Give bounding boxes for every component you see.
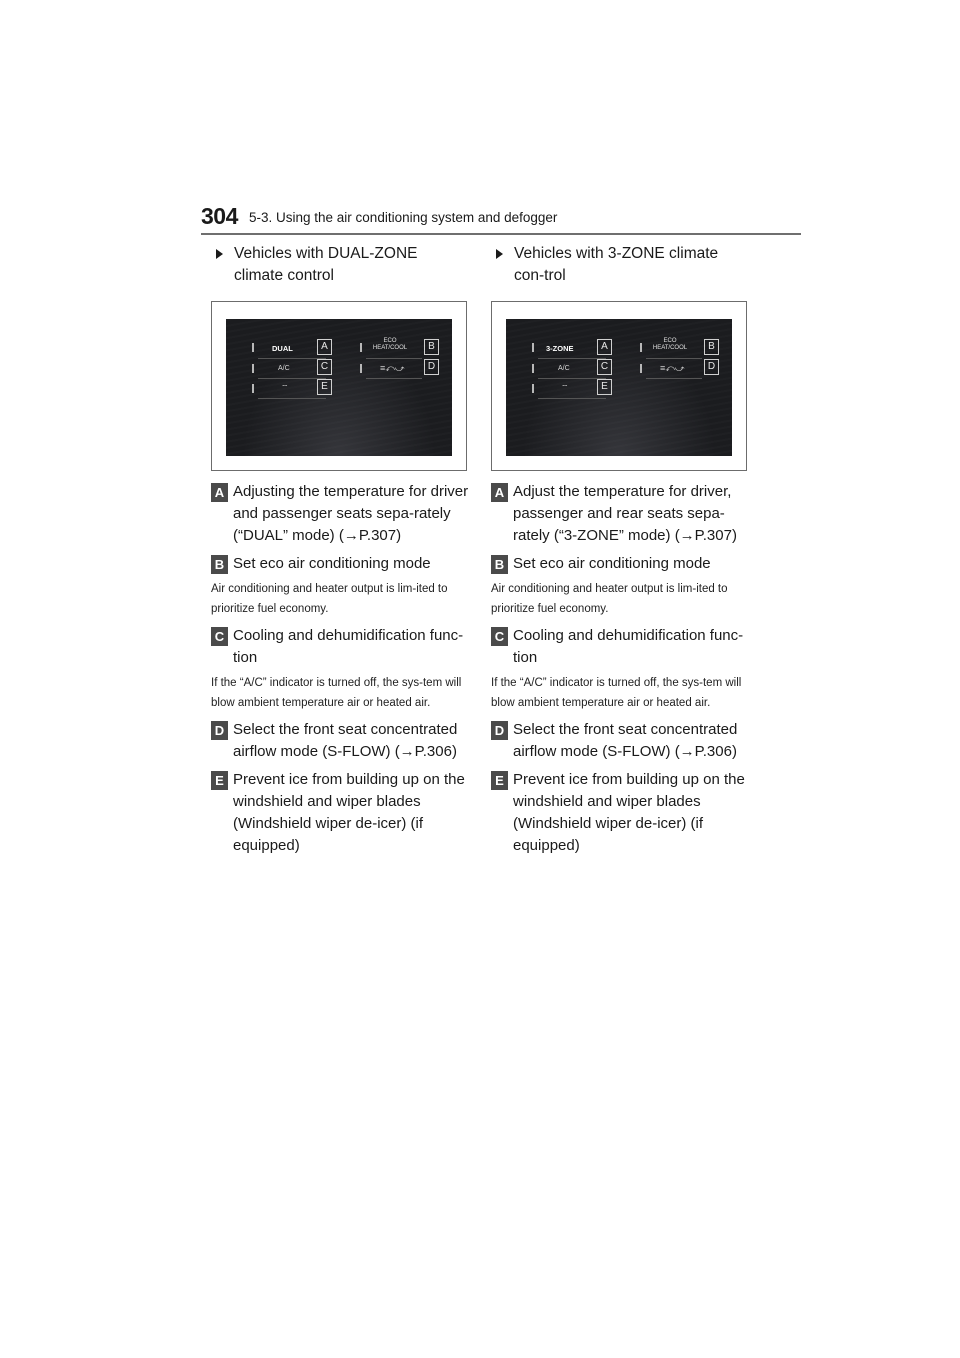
callout-d: D	[704, 359, 719, 375]
divider-line	[258, 358, 326, 359]
divider-line	[366, 358, 422, 359]
page-number: 304	[201, 203, 238, 229]
indicator-bar	[252, 364, 254, 373]
divider-line	[258, 378, 326, 379]
wiper-deicer-icon: ⌔	[561, 383, 569, 392]
heat-cool-text: HEAT/COOL	[652, 344, 688, 351]
divider-line	[646, 358, 702, 359]
divider-line	[538, 398, 606, 399]
wiper-deicer-icon: ⌔	[281, 383, 289, 392]
variant-heading-text: Vehicles with DUAL-ZONE climate control	[234, 245, 418, 284]
indicator-bar	[532, 343, 534, 352]
climate-screen	[506, 319, 732, 456]
list-item	[491, 481, 749, 547]
variant-heading	[491, 243, 749, 287]
indicator-bar	[360, 343, 362, 352]
list-item	[211, 553, 469, 575]
item-text: Prevent ice from building up on the windshield and wiper blades (Windshield wiper de-icer) (if equipped)	[513, 771, 745, 854]
list-item	[211, 625, 469, 669]
mode-label: DUAL	[272, 344, 293, 353]
item-text: Select the front seat concentrated airflow mode (S-FLOW) (→P.306)	[233, 721, 458, 760]
item-text: Cooling and dehumidification func-tion	[233, 627, 464, 666]
item-text: Adjusting the temperature for driver and passenger seats sepa-rately (“DUAL” mode) (→P.307)	[233, 483, 469, 544]
section-title: 5-3. Using the air conditioning system and defogger	[249, 210, 558, 225]
header-rule	[201, 233, 801, 235]
mode-label: 3-ZONE	[546, 344, 574, 353]
ac-label: A/C	[278, 365, 290, 372]
variant-heading	[211, 243, 469, 287]
item-text: Adjust the temperature for driver, passenger and rear seats sepa-rately (“3-ZONE” mode) (→P.307)	[513, 483, 737, 544]
letter-badge: B	[211, 555, 228, 574]
eco-text: ECO	[663, 338, 677, 344]
letter-badge: E	[491, 771, 508, 790]
letter-badge: A	[211, 483, 228, 502]
letter-badge: C	[491, 627, 508, 646]
divider-line	[366, 378, 422, 379]
list-item	[491, 553, 749, 575]
indicator-bar	[252, 343, 254, 352]
right-column	[491, 243, 749, 857]
climate-screen-figure	[211, 301, 467, 471]
callout-d: D	[424, 359, 439, 375]
climate-screen	[226, 319, 452, 456]
s-flow-icon: ≡⤺⤻	[380, 363, 405, 373]
left-column	[211, 243, 469, 857]
eco-label	[648, 338, 692, 351]
item-text: Prevent ice from building up on the windshield and wiper blades (Windshield wiper de-icer) (if equipped)	[233, 771, 465, 854]
eco-label	[368, 338, 412, 351]
letter-badge: A	[491, 483, 508, 502]
callout-e: E	[597, 379, 612, 395]
climate-screen-figure	[491, 301, 747, 471]
variant-heading-text: Vehicles with 3-ZONE climate con-trol	[514, 245, 719, 284]
item-description: Air conditioning and heater output is lim-ited to prioritize fuel economy.	[491, 583, 728, 615]
list-item	[211, 769, 469, 857]
triangle-bullet-icon	[496, 249, 503, 259]
indicator-bar	[360, 364, 362, 373]
triangle-bullet-icon	[216, 249, 223, 259]
item-description: If the “A/C” indicator is turned off, the sys-tem will blow ambient temperature air or heated air.	[491, 677, 742, 709]
callout-e: E	[317, 379, 332, 395]
indicator-bar	[252, 384, 254, 393]
item-text: Cooling and dehumidification func-tion	[513, 627, 744, 666]
callout-a: A	[597, 339, 612, 355]
ac-label: A/C	[558, 365, 570, 372]
letter-badge: D	[491, 721, 508, 740]
item-text: Set eco air conditioning mode	[233, 555, 431, 572]
indicator-bar	[532, 384, 534, 393]
indicator-bar	[640, 343, 642, 352]
indicator-bar	[640, 364, 642, 373]
list-item	[491, 769, 749, 857]
callout-b: B	[704, 339, 719, 355]
list-item	[211, 481, 469, 547]
letter-badge: C	[211, 627, 228, 646]
list-item	[491, 625, 749, 669]
indicator-bar	[532, 364, 534, 373]
item-text: Select the front seat concentrated airflow mode (S-FLOW) (→P.306)	[513, 721, 738, 760]
letter-badge: E	[211, 771, 228, 790]
s-flow-icon: ≡⤺⤻	[660, 363, 685, 373]
callout-b: B	[424, 339, 439, 355]
eco-text: ECO	[383, 338, 397, 344]
list-item	[211, 719, 469, 763]
divider-line	[258, 398, 326, 399]
item-text: Set eco air conditioning mode	[513, 555, 711, 572]
letter-badge: D	[211, 721, 228, 740]
divider-line	[538, 378, 606, 379]
letter-badge: B	[491, 555, 508, 574]
list-item	[491, 719, 749, 763]
item-description: Air conditioning and heater output is lim-ited to prioritize fuel economy.	[211, 583, 448, 615]
item-description: If the “A/C” indicator is turned off, the sys-tem will blow ambient temperature air or heated air.	[211, 677, 462, 709]
callout-c: C	[317, 359, 332, 375]
heat-cool-text: HEAT/COOL	[372, 344, 408, 351]
divider-line	[538, 358, 606, 359]
callout-a: A	[317, 339, 332, 355]
callout-c: C	[597, 359, 612, 375]
divider-line	[646, 378, 702, 379]
